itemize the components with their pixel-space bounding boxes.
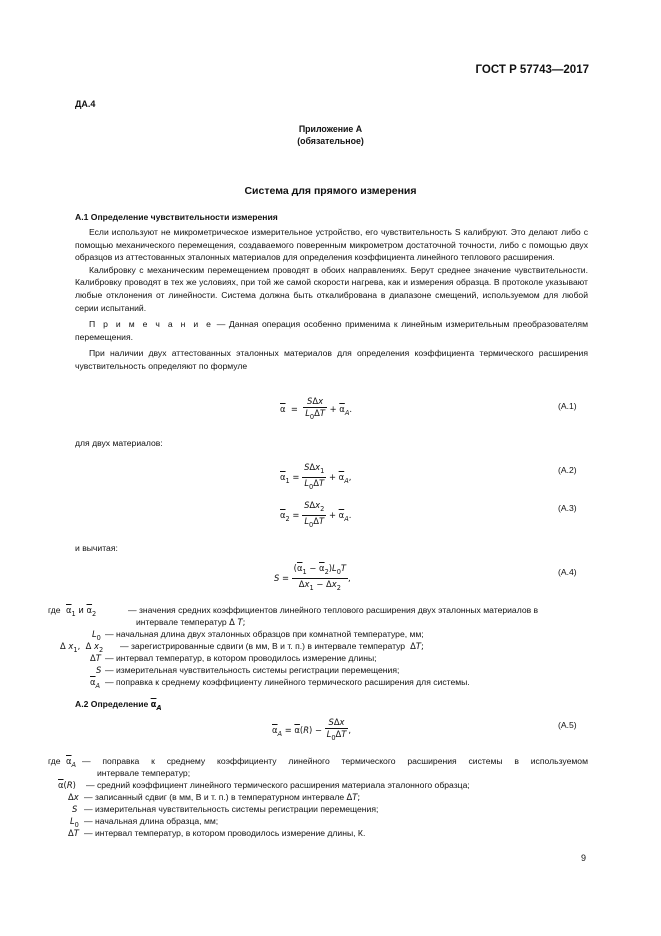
equation-a2: $\overline{\alpha}_1$ = $\frac{S\Delta x_1}{L_0\Delta T}$ + $\overline{\alpha}_A$, bbox=[280, 462, 352, 491]
def-alphaa-symbol: $\overline{\alpha}_A$ bbox=[90, 677, 101, 690]
definitions-a1 bbox=[48, 604, 588, 694]
def-s-text: — измерительная чувствительность системы регистрации перемещения; bbox=[105, 665, 400, 675]
section-a2-heading: А.2 Определение $\overline{\alpha}_A$ bbox=[75, 699, 162, 712]
paragraph-3: При наличии двух аттестованных эталонных материалов для определения коэффициента термического расширения чувствительность определяют по формуле bbox=[75, 348, 588, 371]
def-alpha12-cont: интервале температур Δ T; bbox=[136, 617, 246, 627]
def-dt-symbol: ΔT bbox=[90, 653, 101, 663]
paragraph-5: и вычитая: bbox=[75, 543, 118, 553]
note-text: — Данная операция особенно применима к линейным измерительным преобразователям перемещения. bbox=[75, 319, 588, 342]
standard-number: ГОСТ Р 57743—2017 bbox=[475, 64, 589, 76]
def-alpha12-symbol: $\overline{\alpha}_1$ и $\overline{\alpha}_2$ bbox=[66, 605, 97, 618]
def2-dx-text: — записанный сдвиг (в мм, В и т. п.) в температурном интервале ΔT; bbox=[84, 792, 361, 802]
def2-where: где bbox=[48, 756, 61, 766]
def2-alphar-symbol: $\overline{\alpha}(R)$ bbox=[58, 780, 76, 790]
equation-a1: $\overline{\alpha}$ = $\frac{\text{SΔx}}{L_0\Delta T}$ + $\overline{\alpha}_A$. bbox=[280, 396, 352, 421]
def2-alphaa-symbol: $\overline{\alpha}_A$ bbox=[66, 756, 77, 769]
section-a1-body bbox=[75, 226, 588, 373]
def2-alphaa-cont: интервале температур; bbox=[97, 768, 191, 778]
def-alpha12-text: — значения средних коэффициентов линейного теплового расширения двух эталонных материалов в bbox=[128, 605, 539, 615]
def2-dx-symbol: Δx bbox=[68, 792, 79, 802]
def2-s-symbol: S bbox=[72, 804, 78, 814]
equation-a3: $\overline{\alpha}_2$ = $\frac{S\Delta x_2}{L_0\Delta T}$ + $\overline{\alpha}_A$. bbox=[280, 500, 352, 529]
def2-alphar-text: — средний коэффициент линейного термического расширения материала эталонного образца; bbox=[86, 780, 470, 790]
def-dx-symbol: Δ $x_1$, Δ $x_2$ bbox=[60, 641, 104, 654]
equation-a2-number: (А.2) bbox=[558, 465, 577, 475]
def2-alphaa-text: — поправка к среднему коэффициенту линейного термического расширения системы в используемом bbox=[82, 756, 588, 766]
document-title: Система для прямого измерения bbox=[244, 185, 417, 197]
def2-l0-symbol: $L_0$ bbox=[70, 816, 79, 829]
equation-a1-number: (А.1) bbox=[558, 401, 577, 411]
def2-dt-text: — интервал температур, в котором проводилось измерение длины, К. bbox=[84, 828, 366, 838]
section-tag: ДА.4 bbox=[75, 99, 96, 109]
def-l0-text: — начальная длина двух эталонных образцов при комнатной температуре, мм; bbox=[105, 629, 424, 639]
def-l0-symbol: $L_0$ bbox=[92, 629, 101, 642]
note bbox=[75, 318, 588, 343]
paragraph-1: Если используют не микрометрическое измерительное устройство, его чувствительность S калибруют. Это делают либо с помощью механического перемещения, создаваемого поверенным микрометром достаточной точности, либо с помощью двух образцов из аттестованных эталонных материалов для определения коэффициента линейного теплового расширения. bbox=[75, 227, 588, 263]
note-label: П р и м е ч а н и е bbox=[89, 319, 214, 330]
appendix-status: (обязательное) bbox=[297, 136, 364, 146]
section-a1-heading: А.1 Определение чувствительности измерения bbox=[75, 212, 278, 222]
def-dx-text: — зарегистрированные сдвиги (в мм, В и т. п.) в интервале температур ΔT; bbox=[120, 641, 424, 651]
paragraph-2: Калибровку с механическим перемещением проводят в обоих направлениях. Берут среднее значение чувствительности. Калибровку проводят в тех же условиях, при той же самой скорости нагрева, как и измерения образца. В протоколе указывают любые отклонения от линейности. Система должна быть откалибрована в диапазоне смещений, используемом для любой серии испытаний. bbox=[75, 264, 588, 313]
paragraph-4: для двух материалов: bbox=[75, 438, 163, 448]
def-s-symbol: S bbox=[96, 665, 102, 675]
equation-a3-number: (А.3) bbox=[558, 503, 577, 513]
equation-a4-number: (А.4) bbox=[558, 567, 577, 577]
equation-a5-number: (А.5) bbox=[558, 720, 577, 730]
page-number: 9 bbox=[580, 853, 586, 863]
def-where: где bbox=[48, 605, 61, 615]
definitions-a2 bbox=[48, 755, 588, 845]
def2-dt-symbol: ΔT bbox=[68, 828, 79, 838]
def2-l0-text: — начальная длина образца, мм; bbox=[84, 816, 219, 826]
equation-a5: $\overline{\alpha}_A = \overline{\alpha}(R)$ − $\frac{\text{SΔx}}{L_0\Delta T}$ , bbox=[272, 717, 352, 742]
equation-a4: S = $\frac{(\overline{\alpha}_1 - \overline{\alpha}_2)L_0T}{\Delta x_1 - \Delta x_2}$ , bbox=[274, 563, 351, 592]
def2-s-text: — измерительная чувствительность системы регистрации перемещения; bbox=[84, 804, 379, 814]
appendix-title: Приложение А bbox=[298, 124, 363, 134]
def-dt-text: — интервал температур, в котором проводилось измерение длины; bbox=[105, 653, 377, 663]
def-alphaa-text: — поправка к среднему коэффициенту линейного термического расширения для системы. bbox=[105, 677, 470, 687]
